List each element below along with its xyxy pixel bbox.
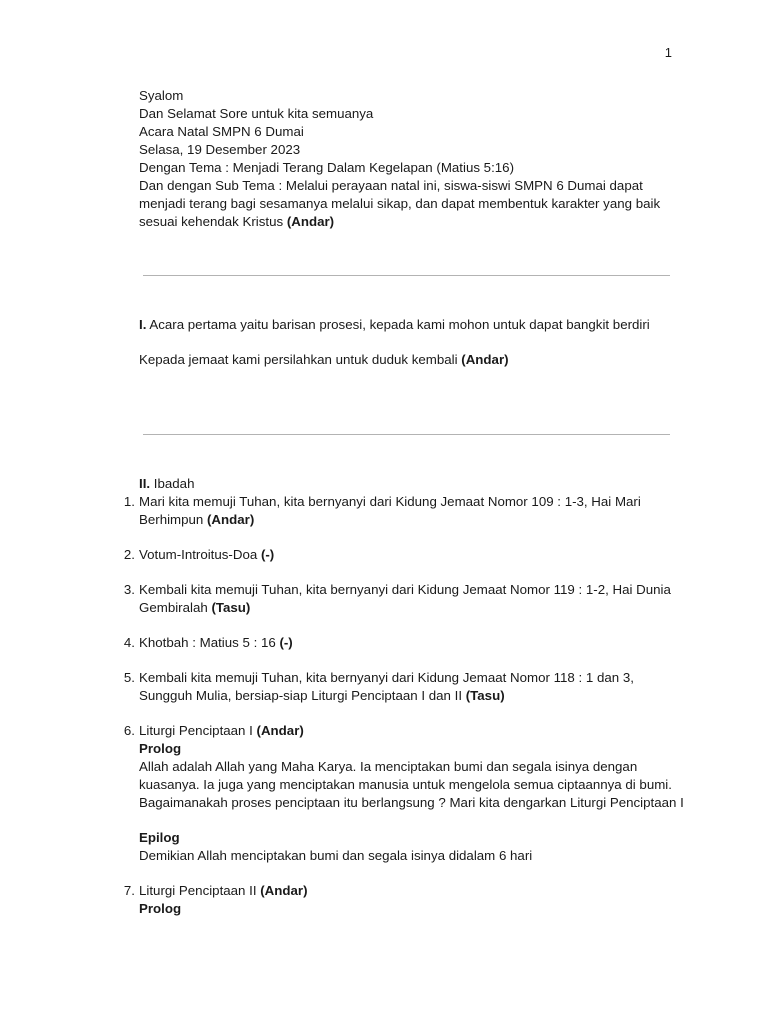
item-text: Votum-Introitus-Doa	[139, 547, 261, 562]
section-1	[139, 316, 684, 369]
item-text: Liturgi Penciptaan I	[139, 723, 257, 738]
item-number: 7.	[123, 883, 135, 898]
section-2-title: Ibadah	[150, 476, 195, 491]
item-text: Khotbah : Matius 5 : 16	[139, 635, 280, 650]
item-number: 5.	[123, 670, 135, 685]
list-item	[123, 546, 684, 564]
speaker-tag: (Andar)	[461, 352, 509, 367]
item-number: 3.	[123, 582, 135, 597]
section-1-text: Acara pertama yaitu barisan prosesi, kepada kami mohon untuk dapat bangkit berdiri	[146, 317, 650, 332]
greeting-line: Dan Selamat Sore untuk kita semuanya	[139, 106, 374, 121]
list-item	[123, 669, 684, 705]
section-numeral: II.	[139, 476, 151, 491]
section-1-closing	[139, 351, 684, 369]
section-1-paragraph	[139, 316, 684, 334]
horizontal-divider	[143, 275, 670, 276]
closing-text: Kepada jemaat kami persilahkan untuk duduk kembali	[139, 352, 462, 367]
speaker-tag: (Andar)	[260, 883, 308, 898]
section-2-heading	[139, 475, 684, 493]
item-number: 4.	[123, 635, 135, 650]
agenda-list	[123, 493, 684, 918]
list-item	[123, 882, 684, 918]
item-number: 1.	[123, 494, 135, 509]
opening-block	[139, 87, 684, 231]
event-title-line: Acara Natal SMPN 6 Dumai	[139, 124, 304, 139]
list-item	[123, 722, 684, 865]
section-numeral: I.	[139, 317, 147, 332]
page-number: 1	[664, 45, 672, 60]
item-text: Liturgi Penciptaan II	[139, 883, 261, 898]
speaker-tag: (-)	[260, 547, 275, 562]
speaker-tag: (Tasu)	[211, 600, 251, 615]
list-item	[123, 581, 684, 617]
list-item	[123, 634, 684, 652]
section-2	[123, 475, 684, 935]
prolog-label: Prolog	[139, 901, 182, 916]
theme-line: Dengan Tema : Menjadi Terang Dalam Kegelapan (Matius 5:16)	[139, 160, 514, 175]
speaker-tag: (Andar)	[286, 214, 335, 229]
speaker-tag: (-)	[279, 635, 293, 650]
epilog-label: Epilog	[139, 830, 180, 845]
item-text: Kembali kita memuji Tuhan, kita bernyanyi dari Kidung Jemaat Nomor 119 : 1-2, Hai Dunia Gembiralah	[139, 582, 671, 615]
horizontal-divider	[143, 434, 670, 435]
item-text: Mari kita memuji Tuhan, kita bernyanyi dari Kidung Jemaat Nomor 109 : 1-3, Hai Mari Berhimpun	[139, 494, 641, 527]
event-date-line: Selasa, 19 Desember 2023	[139, 142, 301, 157]
subtheme-paragraph	[139, 177, 684, 231]
list-item	[123, 493, 684, 529]
speaker-tag: (Tasu)	[465, 688, 505, 703]
epilog-text: Demikian Allah menciptakan bumi dan segala isinya didalam 6 hari	[139, 848, 533, 863]
prolog-text: Allah adalah Allah yang Maha Karya. Ia menciptakan bumi dan segala isinya dengan kuasanya. Ia juga yang menciptakan manusia untuk mengelola semua ciptaannya di bumi. Bagaimanakah proses penciptaan itu berlangsung ? Mari kita dengarkan Liturgi Penciptaan I	[139, 759, 684, 810]
item-number: 2.	[123, 547, 135, 562]
speaker-tag: (Andar)	[256, 723, 304, 738]
item-text: Kembali kita memuji Tuhan, kita bernyanyi dari Kidung Jemaat Nomor 118 : 1 dan 3, Sungguh Mulia, bersiap-siap Liturgi Penciptaan I dan II	[139, 670, 634, 703]
speaker-tag: (Andar)	[207, 512, 255, 527]
item-number: 6.	[123, 723, 135, 738]
prolog-label: Prolog	[139, 741, 182, 756]
subtheme-text: Dan dengan Sub Tema : Melalui perayaan natal ini, siswa-siswi SMPN 6 Dumai dapat menjadi terang bagi sesamanya melalui sikap, dan dapat membentuk karakter yang baik sesuai kehendak Kristus	[139, 178, 661, 229]
greeting-line: Syalom	[139, 88, 184, 103]
